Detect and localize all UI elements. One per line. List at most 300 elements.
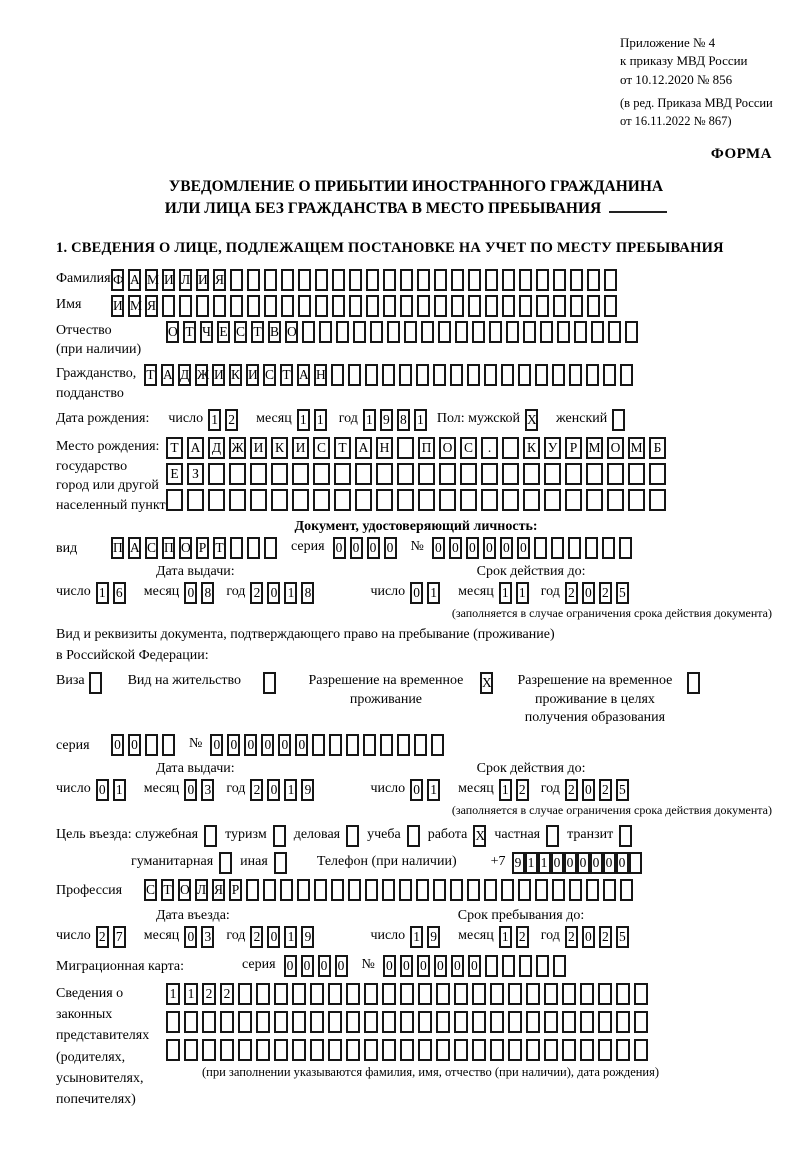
char-cell[interactable] [604,295,617,317]
char-cell[interactable]: 1 [499,582,512,604]
char-cell[interactable] [397,437,414,459]
char-cell[interactable] [544,1039,558,1061]
char-cell[interactable] [417,295,430,317]
char-cell[interactable]: С [144,879,157,901]
char-cell[interactable] [553,955,566,977]
char-cell[interactable] [526,983,540,1005]
char-cell[interactable]: 9 [301,926,314,948]
char-cell[interactable]: 1 [499,779,512,801]
char-cell[interactable]: Т [183,321,196,343]
char-cell[interactable]: Л [195,879,208,901]
char-cell[interactable]: 0 [284,955,297,977]
char-cell[interactable] [535,364,548,386]
char-cell[interactable] [634,983,648,1005]
char-cell[interactable] [220,1039,234,1061]
purpose-private-checkbox[interactable] [546,825,559,847]
char-cell[interactable]: 1 [284,926,297,948]
char-cell[interactable] [399,879,412,901]
char-cell[interactable] [580,1011,594,1033]
char-cell[interactable] [313,463,330,485]
char-cell[interactable] [451,269,464,291]
char-cell[interactable] [501,879,514,901]
char-cell[interactable]: 0 [267,582,280,604]
visa-checkbox[interactable] [89,672,106,694]
char-cell[interactable] [598,1011,612,1033]
char-cell[interactable] [274,1039,288,1061]
char-cell[interactable] [460,489,477,511]
char-cell[interactable]: 2 [565,926,578,948]
char-cell[interactable] [346,734,359,756]
char-cell[interactable] [649,463,666,485]
char-cell[interactable]: Р [229,879,242,901]
char-cell[interactable]: 9 [427,926,440,948]
char-cell[interactable] [485,955,498,977]
char-cell[interactable] [366,269,379,291]
char-cell[interactable]: Т [144,364,157,386]
char-cell[interactable] [460,463,477,485]
char-cell[interactable]: Л [179,269,192,291]
char-cell[interactable]: 0 [451,955,464,977]
purpose-transit-checkbox[interactable] [619,825,632,847]
char-cell[interactable] [602,537,615,559]
char-cell[interactable] [508,983,522,1005]
char-cell[interactable] [540,321,553,343]
char-cell[interactable] [687,672,700,694]
char-cell[interactable]: Ж [195,364,208,386]
char-cell[interactable] [586,489,603,511]
char-cell[interactable] [439,463,456,485]
char-cell[interactable]: 0 [128,734,141,756]
char-cell[interactable]: 0 [603,852,616,874]
char-cell[interactable]: 2 [516,779,529,801]
char-cell[interactable] [329,734,342,756]
char-cell[interactable]: X [473,825,486,847]
char-cell[interactable] [519,295,532,317]
char-cell[interactable]: 5 [616,779,629,801]
char-cell[interactable]: Е [166,463,183,485]
char-cell[interactable]: 0 [184,582,197,604]
char-cell[interactable] [433,364,446,386]
char-cell[interactable]: 0 [318,955,331,977]
char-cell[interactable] [502,489,519,511]
char-cell[interactable] [314,879,327,901]
char-cell[interactable] [230,537,243,559]
char-cell[interactable] [328,1039,342,1061]
char-cell[interactable] [382,879,395,901]
char-cell[interactable] [472,321,485,343]
sex-female-checkbox[interactable] [612,409,629,431]
char-cell[interactable] [264,537,277,559]
char-cell[interactable] [179,295,192,317]
char-cell[interactable] [526,1011,540,1033]
char-cell[interactable]: 3 [201,926,214,948]
char-cell[interactable]: О [166,321,179,343]
char-cell[interactable] [162,295,175,317]
char-cell[interactable] [580,1039,594,1061]
char-cell[interactable] [208,489,225,511]
char-cell[interactable] [416,879,429,901]
char-cell[interactable] [404,321,417,343]
char-cell[interactable]: 2 [599,779,612,801]
char-cell[interactable] [310,1011,324,1033]
char-cell[interactable] [523,489,540,511]
char-cell[interactable]: 0 [184,926,197,948]
char-cell[interactable] [603,364,616,386]
char-cell[interactable] [472,1039,486,1061]
sex-male-checkbox[interactable] [525,409,542,431]
char-cell[interactable]: М [128,295,141,317]
char-cell[interactable]: А [297,364,310,386]
char-cell[interactable]: И [250,437,267,459]
purpose-official-checkbox[interactable] [204,825,217,847]
char-cell[interactable] [629,852,642,874]
char-cell[interactable] [508,1039,522,1061]
char-cell[interactable] [649,489,666,511]
char-cell[interactable]: Я [145,295,158,317]
char-cell[interactable] [263,879,276,901]
char-cell[interactable] [310,983,324,1005]
char-cell[interactable]: 1 [113,779,126,801]
char-cell[interactable]: 0 [184,779,197,801]
char-cell[interactable]: Т [166,437,183,459]
char-cell[interactable] [439,489,456,511]
char-cell[interactable] [376,489,393,511]
char-cell[interactable]: 0 [261,734,274,756]
char-cell[interactable] [247,537,260,559]
char-cell[interactable] [292,1011,306,1033]
char-cell[interactable]: 0 [483,537,496,559]
char-cell[interactable] [256,1039,270,1061]
char-cell[interactable]: X [525,409,538,431]
char-cell[interactable]: И [292,437,309,459]
char-cell[interactable] [145,734,158,756]
char-cell[interactable] [484,879,497,901]
char-cell[interactable] [315,269,328,291]
char-cell[interactable] [353,321,366,343]
char-cell[interactable] [273,825,286,847]
char-cell[interactable] [586,364,599,386]
char-cell[interactable]: X [480,672,493,694]
char-cell[interactable] [569,364,582,386]
char-cell[interactable] [570,269,583,291]
char-cell[interactable] [346,1039,360,1061]
char-cell[interactable]: 2 [250,779,263,801]
char-cell[interactable] [519,269,532,291]
char-cell[interactable] [292,983,306,1005]
char-cell[interactable]: 0 [410,582,423,604]
char-cell[interactable] [397,734,410,756]
char-cell[interactable]: 0 [111,734,124,756]
char-cell[interactable]: 0 [577,852,590,874]
char-cell[interactable]: З [187,463,204,485]
char-cell[interactable]: 0 [350,537,363,559]
char-cell[interactable]: С [234,321,247,343]
char-cell[interactable] [434,269,447,291]
char-cell[interactable]: 1 [414,409,427,431]
char-cell[interactable] [472,1011,486,1033]
char-cell[interactable]: 0 [590,852,603,874]
char-cell[interactable] [467,879,480,901]
char-cell[interactable] [481,463,498,485]
char-cell[interactable]: 5 [616,926,629,948]
char-cell[interactable] [370,321,383,343]
char-cell[interactable] [434,295,447,317]
char-cell[interactable]: 0 [582,582,595,604]
char-cell[interactable] [454,1011,468,1033]
char-cell[interactable] [608,321,621,343]
char-cell[interactable]: С [313,437,330,459]
char-cell[interactable]: 1 [166,983,180,1005]
char-cell[interactable]: И [196,269,209,291]
char-cell[interactable] [620,879,633,901]
char-cell[interactable]: С [460,437,477,459]
char-cell[interactable] [616,1011,630,1033]
char-cell[interactable] [346,1011,360,1033]
char-cell[interactable]: И [111,295,124,317]
char-cell[interactable]: Б [649,437,666,459]
char-cell[interactable]: И [246,364,259,386]
char-cell[interactable] [553,295,566,317]
char-cell[interactable] [619,537,632,559]
char-cell[interactable] [502,295,515,317]
char-cell[interactable] [238,1039,252,1061]
char-cell[interactable] [490,1011,504,1033]
char-cell[interactable]: 0 [278,734,291,756]
char-cell[interactable]: 2 [250,926,263,948]
char-cell[interactable]: К [229,364,242,386]
char-cell[interactable]: 0 [468,955,481,977]
char-cell[interactable] [397,463,414,485]
char-cell[interactable]: 2 [250,582,263,604]
char-cell[interactable] [346,983,360,1005]
char-cell[interactable] [332,269,345,291]
char-cell[interactable] [552,879,565,901]
char-cell[interactable]: Ж [229,437,246,459]
char-cell[interactable] [274,852,287,874]
char-cell[interactable] [328,983,342,1005]
char-cell[interactable] [502,437,519,459]
char-cell[interactable] [468,295,481,317]
char-cell[interactable] [264,295,277,317]
char-cell[interactable] [421,321,434,343]
char-cell[interactable] [536,269,549,291]
char-cell[interactable] [313,489,330,511]
char-cell[interactable]: Я [212,879,225,901]
char-cell[interactable] [518,364,531,386]
char-cell[interactable]: 5 [616,582,629,604]
char-cell[interactable]: 0 [410,779,423,801]
char-cell[interactable]: 3 [201,779,214,801]
char-cell[interactable]: 0 [333,537,346,559]
char-cell[interactable] [603,879,616,901]
char-cell[interactable] [336,321,349,343]
char-cell[interactable]: 2 [202,983,216,1005]
char-cell[interactable]: 1 [208,409,221,431]
char-cell[interactable] [628,489,645,511]
char-cell[interactable] [315,295,328,317]
char-cell[interactable]: 1 [538,852,551,874]
char-cell[interactable] [544,1011,558,1033]
char-cell[interactable]: И [212,364,225,386]
char-cell[interactable] [184,1011,198,1033]
char-cell[interactable] [417,269,430,291]
purpose-tourism-checkbox[interactable] [273,825,286,847]
char-cell[interactable]: 1 [284,779,297,801]
char-cell[interactable]: 8 [397,409,410,431]
char-cell[interactable] [400,269,413,291]
char-cell[interactable] [399,364,412,386]
char-cell[interactable] [607,463,624,485]
char-cell[interactable]: О [607,437,624,459]
char-cell[interactable]: 1 [297,409,310,431]
char-cell[interactable] [355,463,372,485]
char-cell[interactable]: 0 [301,955,314,977]
char-cell[interactable] [518,879,531,901]
char-cell[interactable] [570,295,583,317]
char-cell[interactable] [598,1039,612,1061]
char-cell[interactable]: 0 [432,537,445,559]
char-cell[interactable] [302,321,315,343]
char-cell[interactable] [334,463,351,485]
char-cell[interactable] [625,321,638,343]
purpose-other-checkbox[interactable] [274,852,287,874]
char-cell[interactable] [247,269,260,291]
char-cell[interactable] [481,489,498,511]
char-cell[interactable] [383,269,396,291]
char-cell[interactable]: 1 [284,582,297,604]
char-cell[interactable] [436,1039,450,1061]
char-cell[interactable] [246,879,259,901]
char-cell[interactable] [349,295,362,317]
char-cell[interactable] [89,672,102,694]
char-cell[interactable] [256,983,270,1005]
char-cell[interactable]: К [523,437,540,459]
char-cell[interactable] [544,463,561,485]
char-cell[interactable]: 1 [314,409,327,431]
char-cell[interactable]: 0 [96,779,109,801]
char-cell[interactable] [400,1039,414,1061]
char-cell[interactable]: 1 [499,926,512,948]
char-cell[interactable] [230,295,243,317]
char-cell[interactable] [455,321,468,343]
char-cell[interactable]: 1 [427,582,440,604]
char-cell[interactable] [418,1039,432,1061]
char-cell[interactable] [416,364,429,386]
char-cell[interactable]: 0 [367,537,380,559]
char-cell[interactable]: 6 [113,582,126,604]
char-cell[interactable]: С [145,537,158,559]
char-cell[interactable]: 2 [96,926,109,948]
char-cell[interactable] [281,269,294,291]
char-cell[interactable] [436,983,450,1005]
char-cell[interactable]: 2 [225,409,238,431]
char-cell[interactable] [484,364,497,386]
char-cell[interactable] [490,1039,504,1061]
char-cell[interactable] [364,1011,378,1033]
char-cell[interactable]: 9 [512,852,525,874]
char-cell[interactable] [546,825,559,847]
char-cell[interactable] [502,955,515,977]
char-cell[interactable]: 1 [516,582,529,604]
char-cell[interactable]: 0 [582,779,595,801]
purpose-work-checkbox[interactable] [473,825,486,847]
char-cell[interactable] [568,537,581,559]
char-cell[interactable] [562,1011,576,1033]
char-cell[interactable]: А [161,364,174,386]
char-cell[interactable] [364,1039,378,1061]
char-cell[interactable] [229,463,246,485]
char-cell[interactable] [604,269,617,291]
char-cell[interactable]: 0 [616,852,629,874]
char-cell[interactable] [184,1039,198,1061]
char-cell[interactable]: Р [196,537,209,559]
char-cell[interactable]: П [111,537,124,559]
char-cell[interactable] [319,321,332,343]
char-cell[interactable] [250,463,267,485]
char-cell[interactable] [574,321,587,343]
char-cell[interactable]: 1 [363,409,376,431]
char-cell[interactable] [620,364,633,386]
char-cell[interactable] [196,295,209,317]
char-cell[interactable]: Н [314,364,327,386]
char-cell[interactable]: 2 [516,926,529,948]
char-cell[interactable] [438,321,451,343]
char-cell[interactable] [472,983,486,1005]
char-cell[interactable]: О [178,879,191,901]
char-cell[interactable] [586,879,599,901]
char-cell[interactable] [587,269,600,291]
char-cell[interactable] [418,489,435,511]
char-cell[interactable] [544,489,561,511]
char-cell[interactable] [331,364,344,386]
char-cell[interactable] [506,321,519,343]
char-cell[interactable] [585,537,598,559]
char-cell[interactable] [281,295,294,317]
char-cell[interactable]: 0 [517,537,530,559]
char-cell[interactable] [387,321,400,343]
char-cell[interactable] [229,489,246,511]
char-cell[interactable]: 2 [565,779,578,801]
char-cell[interactable]: Д [178,364,191,386]
char-cell[interactable] [166,1011,180,1033]
char-cell[interactable]: 0 [295,734,308,756]
char-cell[interactable] [355,489,372,511]
char-cell[interactable]: 2 [220,983,234,1005]
char-cell[interactable] [256,1011,270,1033]
char-cell[interactable]: 0 [227,734,240,756]
char-cell[interactable] [208,463,225,485]
char-cell[interactable] [400,1011,414,1033]
char-cell[interactable] [298,295,311,317]
char-cell[interactable] [263,672,276,694]
purpose-humanitarian-checkbox[interactable] [219,852,232,874]
char-cell[interactable] [162,734,175,756]
char-cell[interactable]: 1 [525,852,538,874]
char-cell[interactable] [454,983,468,1005]
char-cell[interactable]: 1 [410,926,423,948]
char-cell[interactable] [523,463,540,485]
char-cell[interactable] [407,825,420,847]
purpose-study-checkbox[interactable] [407,825,420,847]
char-cell[interactable] [213,295,226,317]
char-cell[interactable]: 0 [383,955,396,977]
char-cell[interactable]: Т [334,437,351,459]
char-cell[interactable] [400,983,414,1005]
char-cell[interactable] [366,295,379,317]
char-cell[interactable]: Р [565,437,582,459]
char-cell[interactable] [565,463,582,485]
char-cell[interactable]: 8 [201,582,214,604]
